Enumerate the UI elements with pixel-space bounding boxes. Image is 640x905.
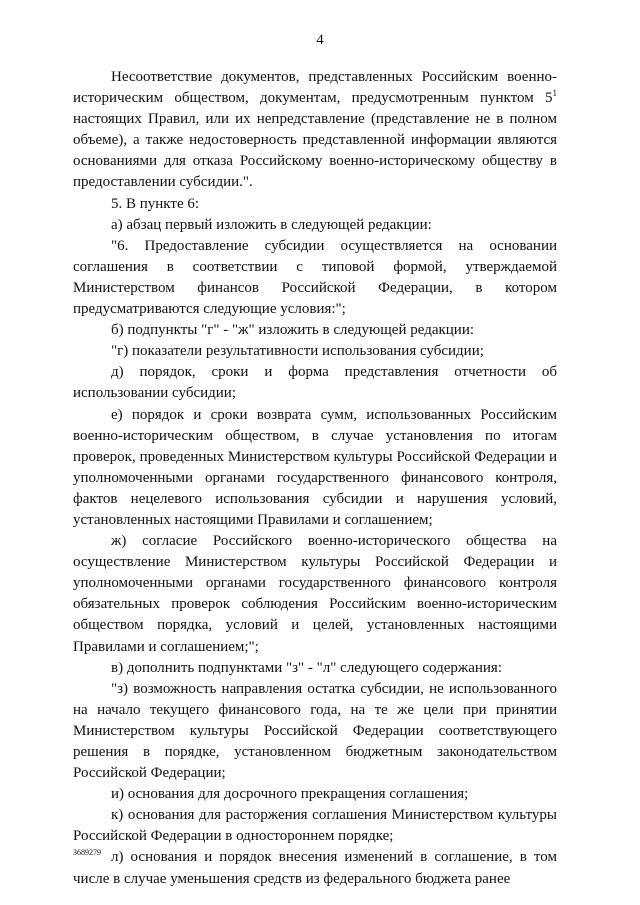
- paragraph-text: Несоответствие документов, представленных Российским военно-историческим обществом, документам, предусмотренным пунктом 5: [73, 69, 557, 107]
- paragraph-clause-e: е) порядок и сроки возврата сумм, использованных Российским военно-историческим обществом, в случае установления по итогам проверок, проведенных Министерством культуры Российской Федерации и уполномоченными органами государственного финансового контроля, фактов нецелевого использования субсидии и нарушения условий, установленных настоящими Правилами и соглашением;: [73, 406, 557, 528]
- page-number: 4: [316, 32, 324, 48]
- paragraph-clause-k: к) основания для расторжения соглашения Министерством культуры Российской Федерации в одностороннем порядке;: [73, 807, 557, 845]
- paragraph-subitem-v: в) дополнить подпунктами "з" - "л" следующего содержания:: [111, 659, 502, 676]
- document-code: 3689279: [73, 848, 101, 857]
- paragraph-clause-z: "з) возможность направления остатка субсидии, не использованного на начало текущего финансового года, на те же цели при принятии Министерством культуры Российской Федерации соответствующего решения в порядке, установленном бюджетным законодательством Российской Федерации;: [73, 680, 557, 782]
- superscript: 1: [552, 88, 557, 99]
- document-body: [73, 67, 557, 890]
- paragraph-item-5: 5. В пункте 6:: [111, 195, 200, 212]
- paragraph-subitem-a: а) абзац первый изложить в следующей редакции:: [111, 216, 432, 233]
- paragraph-clause-g: "г) показатели результативности использования субсидии;: [111, 343, 484, 360]
- paragraph-clause-l: л) основания и порядок внесения изменений в соглашение, в том числе в случае уменьшения средств из федерального бюджета ранее: [73, 849, 557, 887]
- paragraph-clause-zh: ж) согласие Российского военно-исторического общества на осуществление Министерством культуры Российской Федерации и уполномоченными органами государственного финансового контроля обязательных проверок соблюдения Российским военно-историческим обществом порядка, условий и целей, установленных настоящими Правилами и соглашением;";: [73, 533, 557, 655]
- paragraph-clause-i: и) основания для досрочного прекращения соглашения;: [111, 786, 469, 803]
- paragraph-clause-6: "6. Предоставление субсидии осуществляется на основании соглашения в соответствии с типовой формой, утверждаемой Министерством финансов Российской Федерации, в котором предусматриваются следующие условия:";: [73, 237, 557, 318]
- paragraph-subitem-b: б) подпункты "г" - "ж" изложить в следующей редакции:: [111, 322, 475, 339]
- paragraph-clause-d: д) порядок, сроки и форма представления отчетности об использовании субсидии;: [73, 364, 557, 402]
- paragraph-text: настоящих Правил, или их непредставление (представление не в полном объеме), а также недостоверность представленной информации являются основаниями для отказа Российскому военно-историческому обществу в предоставлении субсидии.".: [73, 111, 557, 191]
- paragraph-rejection-grounds: [73, 67, 557, 194]
